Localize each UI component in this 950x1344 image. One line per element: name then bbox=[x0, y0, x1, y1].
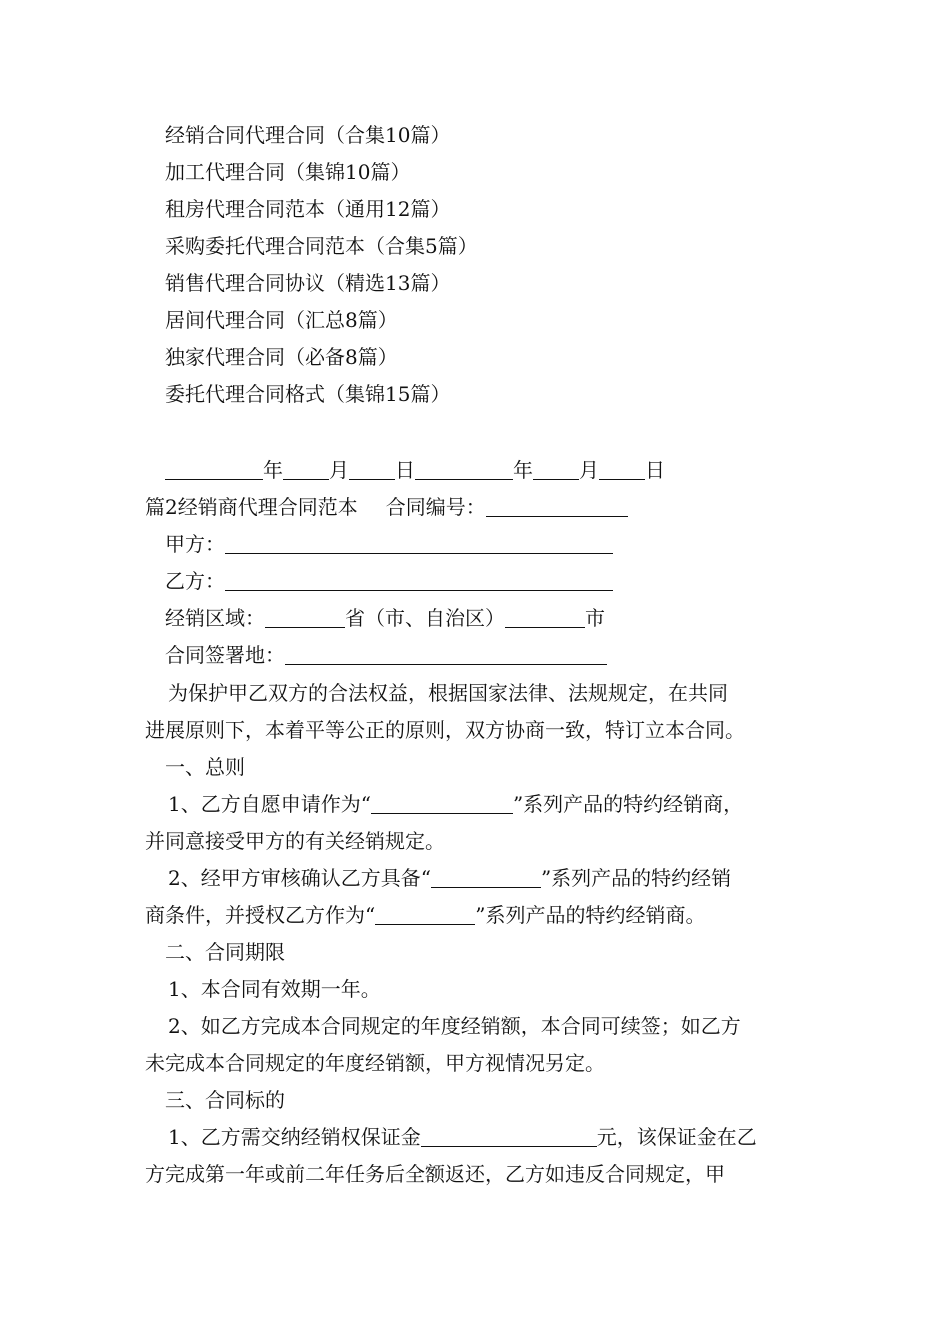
blank-line bbox=[375, 904, 475, 925]
date-month-label: 月 bbox=[329, 458, 349, 482]
contract-heading bbox=[145, 494, 825, 520]
toc-item[interactable]: 加工代理合同（集锦10篇） bbox=[165, 160, 411, 184]
blank-line bbox=[415, 459, 513, 480]
city-label: 市 bbox=[585, 606, 605, 630]
blank-line bbox=[533, 459, 579, 480]
clause-text: 1、乙方需交纳经销权保证金 bbox=[168, 1125, 421, 1149]
contract-title: 篇2经销商代理合同范本 bbox=[145, 495, 358, 519]
clause-text: 2、经甲方审核确认乙方具备“ bbox=[168, 866, 431, 890]
city-blank bbox=[505, 607, 585, 628]
clause-line: 未完成本合同规定的年度经销额，甲方视情况另定。 bbox=[145, 1051, 605, 1075]
party-a-label: 甲方： bbox=[165, 532, 225, 556]
province-label: 省（市、自治区） bbox=[345, 606, 505, 630]
region-field bbox=[165, 605, 845, 631]
blank-line bbox=[431, 867, 541, 888]
clause-line: 2、如乙方完成本合同规定的年度经销额，本合同可续签；如乙方 bbox=[168, 1014, 741, 1038]
sign-place-label: 合同签署地： bbox=[165, 643, 285, 667]
toc-item[interactable]: 委托代理合同格式（集锦15篇） bbox=[165, 382, 451, 406]
intro-line: 进展原则下，本着平等公正的原则，双方协商一致，特订立本合同。 bbox=[145, 718, 745, 742]
toc-item[interactable]: 租房代理合同范本（通用12篇） bbox=[165, 197, 451, 221]
party-b-blank bbox=[225, 570, 613, 591]
toc-item[interactable]: 独家代理合同（必备8篇） bbox=[165, 345, 398, 369]
clause-text: ”系列产品的特约经销 bbox=[540, 866, 732, 890]
date-month-label: 月 bbox=[579, 458, 599, 482]
blank-line bbox=[599, 459, 645, 480]
toc-item[interactable]: 经销合同代理合同（合集10篇） bbox=[165, 123, 451, 147]
date-year-label: 年 bbox=[263, 458, 283, 482]
date-day-label: 日 bbox=[395, 458, 415, 482]
blank-line bbox=[371, 793, 513, 814]
province-blank bbox=[265, 607, 345, 628]
contract-no-label: 合同编号： bbox=[385, 495, 486, 519]
clause-text: ”系列产品的特约经销商， bbox=[512, 792, 744, 816]
blank-line bbox=[165, 459, 263, 480]
clause-text: 商条件，并授权乙方作为“ bbox=[145, 903, 376, 927]
blank-line bbox=[421, 1126, 597, 1147]
party-a-blank bbox=[225, 533, 613, 554]
clause-line bbox=[168, 865, 848, 891]
party-b-field bbox=[165, 568, 845, 594]
blank-line bbox=[349, 459, 395, 480]
party-a-field bbox=[165, 531, 845, 557]
clause-line bbox=[145, 902, 825, 928]
clause-line bbox=[168, 1124, 848, 1150]
sign-place-blank bbox=[285, 644, 607, 665]
date-line bbox=[165, 457, 845, 483]
contract-no-blank bbox=[486, 496, 628, 517]
clause-text: ”系列产品的特约经销商。 bbox=[475, 903, 706, 927]
blank-line bbox=[283, 459, 329, 480]
toc-item[interactable]: 采购委托代理合同范本（合集5篇） bbox=[165, 234, 478, 258]
date-day-label: 日 bbox=[645, 458, 665, 482]
sign-place-field bbox=[165, 642, 845, 668]
date-year-label: 年 bbox=[513, 458, 533, 482]
clause-text: 元，该保证金在乙 bbox=[596, 1125, 757, 1149]
toc-item[interactable]: 居间代理合同（汇总8篇） bbox=[165, 308, 398, 332]
toc-item[interactable]: 销售代理合同协议（精选13篇） bbox=[165, 271, 451, 295]
section-title: 三、合同标的 bbox=[165, 1088, 285, 1112]
clause-line: 并同意接受甲方的有关经销规定。 bbox=[145, 829, 445, 853]
clause-text: 1、乙方自愿申请作为“ bbox=[168, 792, 371, 816]
clause-line: 1、本合同有效期一年。 bbox=[168, 977, 381, 1001]
region-label: 经销区域： bbox=[165, 606, 265, 630]
clause-line bbox=[168, 791, 848, 817]
intro-line: 为保护甲乙双方的合法权益，根据国家法律、法规规定，在共同 bbox=[168, 681, 728, 705]
section-title: 一、总则 bbox=[165, 755, 245, 779]
clause-line: 方完成第一年或前二年任务后全额返还，乙方如违反合同规定，甲 bbox=[145, 1162, 725, 1186]
party-b-label: 乙方： bbox=[165, 569, 225, 593]
section-title: 二、合同期限 bbox=[165, 940, 285, 964]
